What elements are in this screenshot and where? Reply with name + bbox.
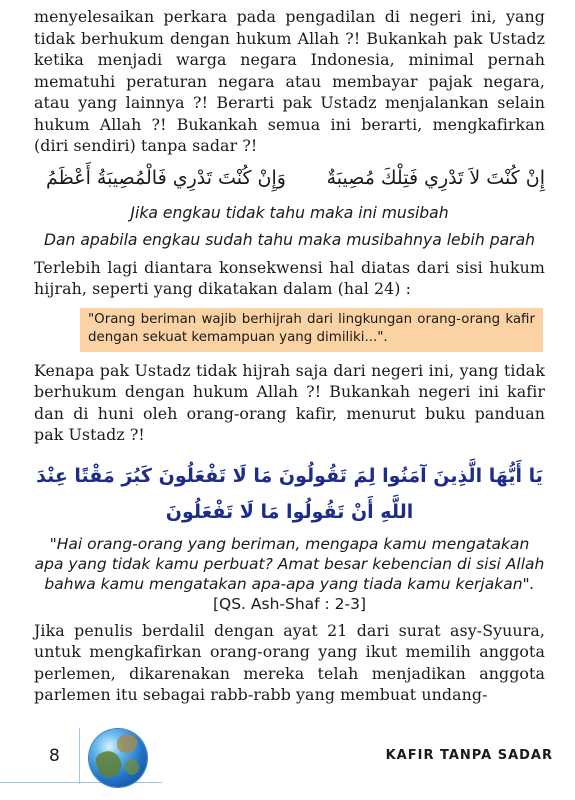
arabic-poem-verse <box>34 167 545 197</box>
arabic-verse-right: إِنْ كُنْتَ لاَ تَدْرِي فَتِلْكَ مُصِيبَةٌ <box>326 166 545 189</box>
quran-translation-text: "Hai orang-orang yang beriman, mengapa kamu mengatakan apa yang tidak kamu perbuat? Amat besar kebencian di sisi Allah bahwa kamu mengatakan apa-apa yang tiada kamu kerjakan". <box>34 534 545 593</box>
paragraph-3: Kenapa pak Ustadz tidak hijrah saja dari negeri ini, yang tidak berhukum dengan hukum Allah ?! Bukankah negeri ini kafir dan di huni oleh orang-orang kafir, menurut buku panduan pak Ustadz ?! <box>34 360 545 444</box>
paragraph-2: Terlebih lagi diantara konsekwensi hal diatas dari sisi hukum hijrah, seperti yang dikatakan dalam (hal 24) : <box>34 257 545 298</box>
globe-icon <box>89 729 147 787</box>
footer-divider-horizontal <box>0 782 162 783</box>
verse-translation-line1: Jika engkau tidak tahu maka ini musibah <box>130 203 449 222</box>
paragraph-1: menyelesaikan perkara pada pengadilan di negeri ini, yang tidak berhukum dengan hukum Allah ?! Bukankah pak Ustadz ketika menjadi warga negara Indonesia, minimal pernah mematuhi peraturan negara atau membayar pajak negara, atau yang lainnya ?! Berarti pak Ustadz menjalankan selain hukum Allah ?! Bukankah semua ini berarti, mengkafirkan (diri sendiri) tanpa sadar ?! <box>34 7 545 155</box>
quran-translation <box>34 534 545 614</box>
paragraph-4: Jika penulis berdalil dengan ayat 21 dari surat asy-Syuura, untuk mengkafirkan orang-orang yang ikut memilih anggota perlemen, dikarenakan mereka telah menjadikan anggota parlemen itu sebagai rabb-rabb yang membuat undang- <box>34 620 545 704</box>
book-title: KAFIR TANPA SADAR <box>385 748 553 763</box>
page-number: 8 <box>49 746 60 766</box>
footer-divider-vertical <box>79 728 80 784</box>
quran-verse-arabic: يَا أَيُّهَا الَّذِينَ آمَنُوا لِمَ تَقُولُونَ مَا لَا تَفْعَلُونَ كَبُرَ مَقْتًا عِنْدَ اللَّهِ أَنْ تَقُولُوا مَا لَا تَفْعَلُونَ <box>36 464 543 523</box>
arabic-verse-left: وَإِنْ كُنْتَ تَدْرِي فَالْمُصِيبَةُ أَعْظَمُ <box>46 166 286 189</box>
page-footer <box>0 728 575 800</box>
quran-reference: [QS. Ash-Shaf : 2-3] <box>212 594 367 613</box>
verse-translation-line2: Dan apabila engkau sudah tahu maka musibahnya lebih parah <box>43 230 536 249</box>
page-content <box>34 6 545 706</box>
quote-box: "Orang beriman wajib berhijrah dari lingkungan orang-orang kafir dengan sekuat kemampuan yang dimiliki...". <box>80 308 543 352</box>
